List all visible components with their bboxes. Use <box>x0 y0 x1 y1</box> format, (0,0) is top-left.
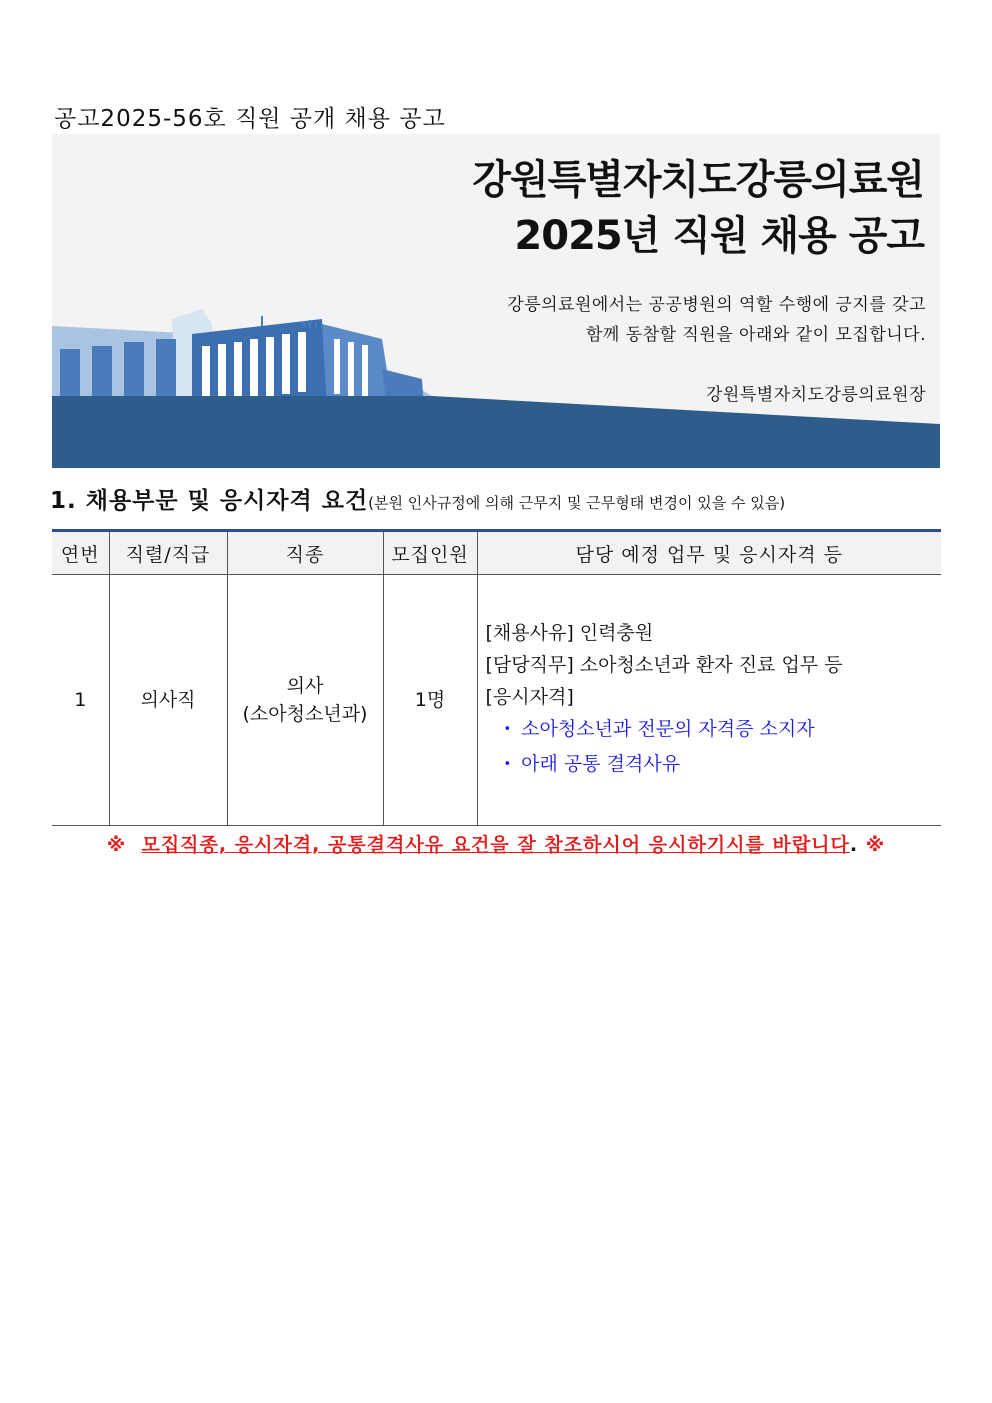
header-count: 모집인원 <box>383 531 477 575</box>
table-header-row <box>52 531 941 575</box>
header-duties: 담당 예정 업무 및 응시자격 등 <box>477 531 941 575</box>
header-no: 연번 <box>52 531 109 575</box>
notice-number: 공고2025-56호 직원 공개 채용 공고 <box>54 106 446 132</box>
cell-series: 의사직 <box>109 575 227 826</box>
assigned-duty: [담당직무] 소아청소년과 환자 진료 업무 등 <box>485 654 843 676</box>
qualification-title: [응시자격] <box>485 686 574 708</box>
cell-job: 의사 (소아청소년과) <box>227 575 383 826</box>
cell-count: 1명 <box>383 575 477 826</box>
banner-title: 강원특별자치도강릉의료원 2025년 직원 채용 공고 <box>472 157 924 259</box>
cell-no: 1 <box>52 575 109 826</box>
bullet-icon: • <box>503 722 512 737</box>
qualification-item: • 아래 공통 결격사유 <box>503 753 681 775</box>
header-series: 직렬/직급 <box>109 531 227 575</box>
hiring-reason: [채용사유] 인력충원 <box>485 622 654 644</box>
section-note: (본원 인사규정에 의해 근무지 및 근무형태 변경이 있을 수 있음) <box>368 494 786 512</box>
banner-description: 강릉의료원에서는 공공병원의 역할 수행에 긍지를 갖고 함께 동참할 직원을 아래와 같이 모집합니다. <box>507 295 926 345</box>
cell-duties <box>477 575 941 826</box>
section-heading: 1. 채용부문 및 응시자격 요건(본원 인사규정에 의해 근무지 및 근무형태 변경이 있을 수 있음) <box>50 488 786 514</box>
header-job: 직종 <box>227 531 383 575</box>
recruitment-table <box>52 529 941 826</box>
banner-signature: 강원특별자치도강릉의료원장 <box>706 385 926 405</box>
table-row <box>52 575 941 826</box>
footer-notice: ※ 모집직종, 응시자격, 공통결격사유 요건을 잘 참조하시어 응시하기시를 바랍니다. ※ <box>106 834 886 856</box>
bullet-icon: • <box>503 757 512 772</box>
qualification-item: • 소아청소년과 전문의 자격증 소지자 <box>503 718 815 740</box>
recruitment-banner <box>52 134 940 468</box>
